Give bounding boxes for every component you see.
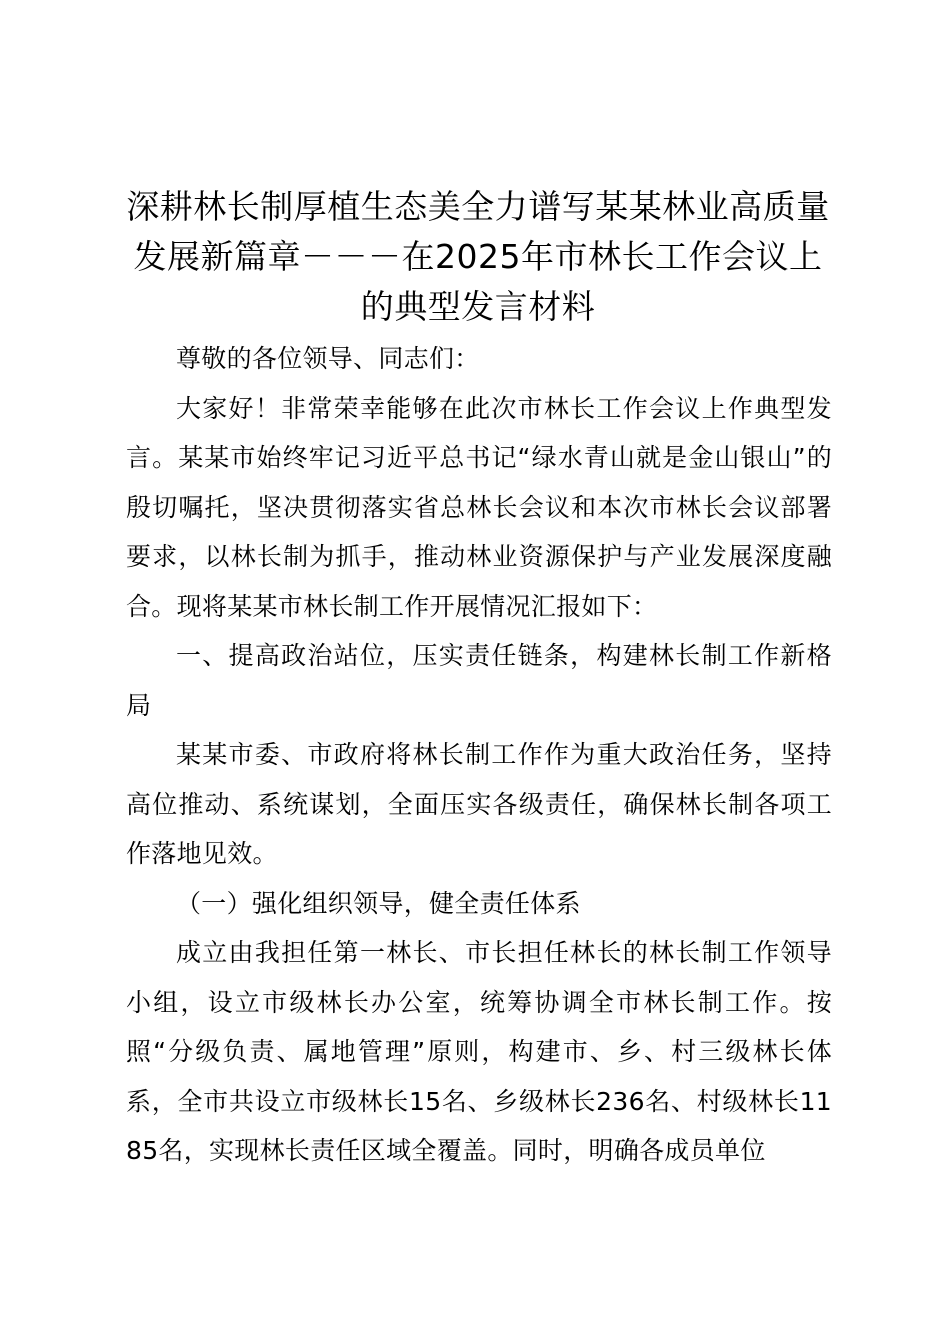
section-heading: 一、提高政治站位，压实责任链条，构建林长制工作新格局 (126, 641, 832, 720)
document-body (126, 334, 832, 1176)
document-title: 深耕林长制厚植生态美全力谱写某某林业高质量发展新篇章－－－在2025年市林长工作会议上的典型发言材料 (126, 187, 830, 326)
subsection-paragraph: 成立由我担任第一林长、市长担任林长的林长制工作领导小组，设立市级林长办公室，统筹协调全市林长制工作。按照“分级负责、属地管理”原则，构建市、乡、村三级林长体系，全市共设立市级林长15名、乡级林长236名、村级林长1185名，实现林长责任区域全覆盖。同时，明确各成员单位 (126, 938, 832, 1165)
salutation: 尊敬的各位领导、同志们： (176, 344, 480, 373)
section-paragraph: 某某市委、市政府将林长制工作作为重大政治任务，坚持高位推动、系统谋划，全面压实各级责任，确保林长制各项工作落地见效。 (126, 740, 832, 868)
subsection-heading: （一）强化组织领导，健全责任体系 (176, 888, 581, 918)
opening-paragraph: 大家好！非常荣幸能够在此次市林长工作会议上作典型发言。某某市始终牢记习近平总书记“绿水青山就是金山银山”的殷切嘱托，坚决贯彻落实省总林长会议和本次市林长会议部署要求，以林长制为抓手，推动林业资源保护与产业发展深度融合。现将某某市林长制工作开展情况汇报如下： (126, 393, 832, 621)
